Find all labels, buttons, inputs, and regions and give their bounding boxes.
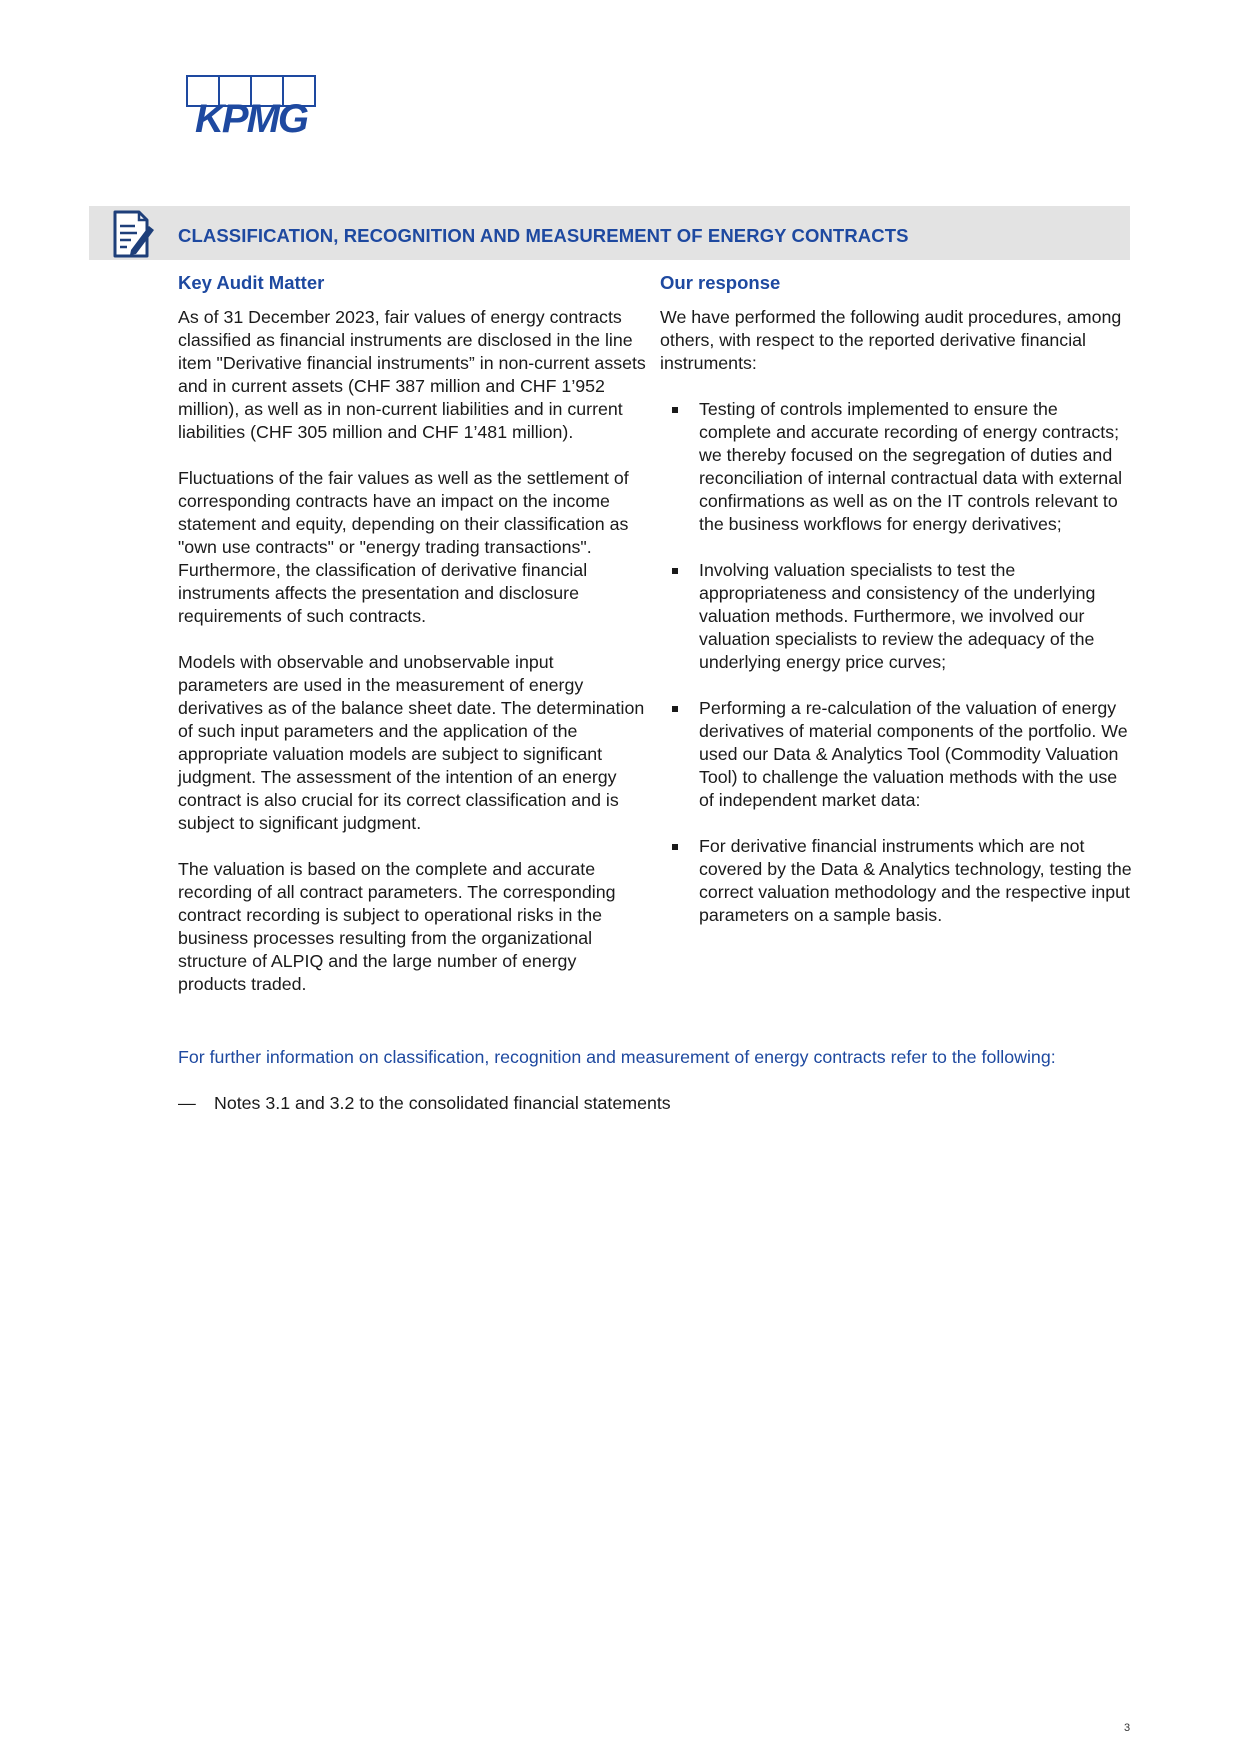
key-audit-matter-column	[178, 270, 648, 1019]
section-banner	[89, 206, 1130, 260]
key-audit-matter-heading: Key Audit Matter	[178, 272, 325, 293]
document-pen-icon	[109, 206, 157, 262]
notes-reference	[178, 1092, 671, 1115]
list-item: For derivative financial instruments which are not covered by the Data & Analytics technology, testing the correct valuation methodology and the respective input parameters on a sample basis.	[660, 835, 1132, 927]
kam-paragraph: Models with observable and unobservable input parameters are used in the measurement of energy derivatives as of the balance sheet date. The determination of such input parameters and the application of the appropriate valuation models are subject to significant judgment. The assessment of the intention of an energy contract is also crucial for its correct classification and is subject to significant judgment.	[178, 652, 645, 833]
kam-paragraph: Fluctuations of the fair values as well as the settlement of corresponding contracts have an impact on the income statement and equity, depending on their classification as "own use contracts" or "energy trading transactions". Furthermore, the classification of derivative financial instruments affects the presentation and disclosure requirements of such contracts.	[178, 468, 629, 626]
list-item: Performing a re-calculation of the valuation of energy derivatives of material components of the portfolio. We used our Data & Analytics Tool (Commodity Valuation Tool) to challenge the valuation methods with the use of independent market data:	[660, 697, 1132, 812]
kam-paragraph: The valuation is based on the complete and accurate recording of all contract parameters. The corresponding contract recording is subject to operational risks in the business processes resulting from the organizational structure of ALPIQ and the large number of energy products traded.	[178, 859, 616, 994]
bullet-square-icon	[672, 844, 678, 850]
list-item: Involving valuation specialists to test the appropriateness and consistency of the underlying valuation methods. Furthermore, we involved our valuation specialists to review the adequacy of the underlying energy price curves;	[660, 559, 1132, 674]
our-response-heading: Our response	[660, 272, 781, 293]
notes-reference-text: Notes 3.1 and 3.2 to the consolidated financial statements	[214, 1093, 671, 1113]
svg-text:KPMG: KPMG	[195, 97, 307, 136]
bullet-square-icon	[672, 706, 678, 712]
section-title: CLASSIFICATION, RECOGNITION AND MEASUREMENT OF ENERGY CONTRACTS	[178, 225, 909, 246]
response-list	[660, 398, 1132, 927]
bullet-square-icon	[672, 407, 678, 413]
kpmg-logo	[178, 74, 328, 136]
response-intro: We have performed the following audit procedures, among others, with respect to the reported derivative financial instruments:	[660, 307, 1122, 373]
our-response-column	[660, 270, 1132, 950]
page-number: 3	[1124, 1722, 1131, 1734]
kam-paragraph: As of 31 December 2023, fair values of energy contracts classified as financial instruments are disclosed in the line item "Derivative financial instruments” in non-current assets and in current assets (CHF 387 million and CHF 1’952 million), as well as in non-current liabilities and in current liabilities (CHF 305 million and CHF 1’481 million).	[178, 307, 646, 442]
bullet-square-icon	[672, 568, 678, 574]
list-item: Testing of controls implemented to ensure the complete and accurate recording of energy contracts; we thereby focused on the segregation of duties and reconciliation of internal contractual data with external confirmations as well as on the IT controls relevant to the business workflows for energy derivatives;	[660, 398, 1132, 536]
further-information-text: For further information on classification, recognition and measurement of energy contracts refer to the following:	[178, 1047, 1056, 1067]
em-dash: —	[178, 1093, 196, 1113]
